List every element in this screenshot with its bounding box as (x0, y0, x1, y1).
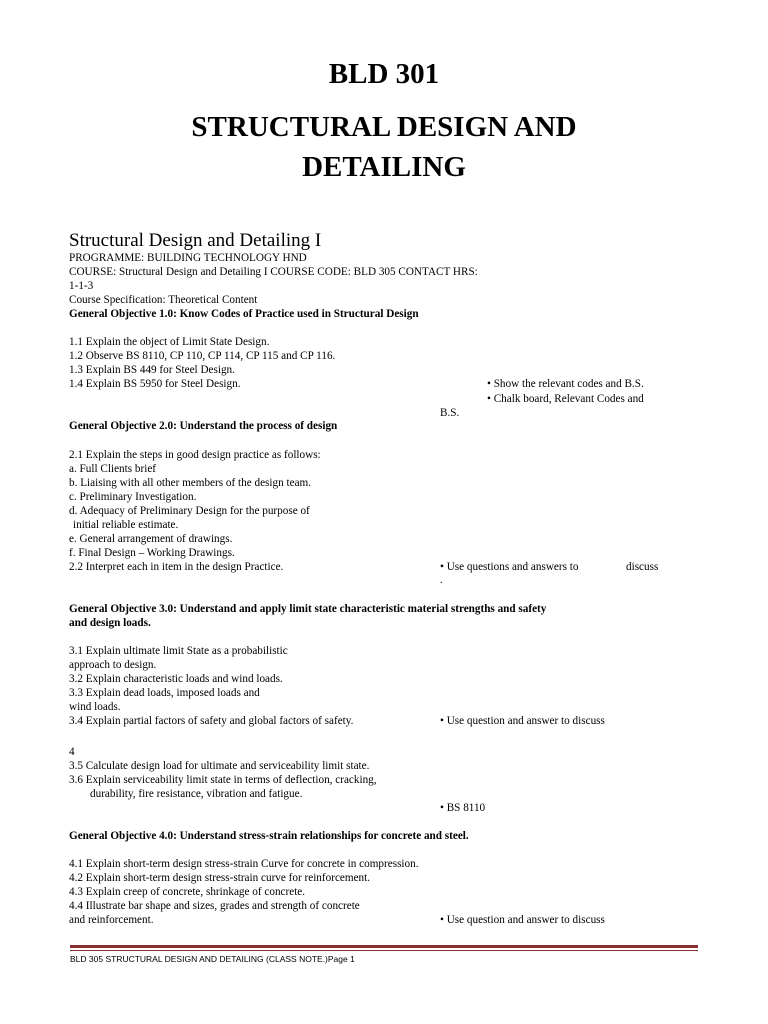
teaching-note: • Use questions and answers to (440, 561, 579, 573)
course-code-title: BLD 301 (328, 58, 440, 90)
teaching-note: • BS 8110 (440, 802, 486, 814)
list-item: 2.2 Interpret each in item in the design Practice. (69, 561, 284, 573)
list-item: 1.4 Explain BS 5950 for Steel Design. (69, 378, 241, 390)
list-item: a. Full Clients brief (69, 463, 157, 475)
objective-3-heading: General Objective 3.0: Understand and apply limit state characteristic material strengths and safety (69, 603, 547, 615)
programme-line: PROGRAMME: BUILDING TECHNOLOGY HND (69, 252, 307, 264)
list-item: 1.3 Explain BS 449 for Steel Design. (69, 364, 235, 376)
list-item: approach to design. (69, 659, 157, 671)
list-item: wind loads. (69, 701, 121, 713)
list-item: 4.2 Explain short-term design stress-strain curve for reinforcement. (69, 872, 371, 884)
teaching-note: • Show the relevant codes and B.S. (487, 378, 644, 390)
list-item: 3.6 Explain serviceability limit state in terms of deflection, cracking, (69, 774, 377, 786)
list-item: durability, fire resistance, vibration and fatigue. (90, 788, 303, 800)
course-title-line1: STRUCTURAL DESIGN AND (191, 111, 577, 143)
list-item: e. General arrangement of drawings. (69, 533, 233, 545)
list-item: 3.4 Explain partial factors of safety and global factors of safety. (69, 715, 354, 727)
list-item: 3.1 Explain ultimate limit State as a probabilistic (69, 645, 288, 657)
page-marker: 4 (69, 746, 75, 758)
contact-hours: 1-1-3 (69, 280, 94, 292)
footer-rule-thick (70, 945, 698, 948)
list-item: 4.4 Illustrate bar shape and sizes, grades and strength of concrete (69, 900, 360, 912)
teaching-note: discuss (626, 561, 659, 573)
list-item: 4.1 Explain short-term design stress-strain Curve for concrete in compression. (69, 858, 419, 870)
list-item: f. Final Design – Working Drawings. (69, 547, 235, 559)
list-item: and reinforcement. (69, 914, 154, 926)
page-footer: BLD 305 STRUCTURAL DESIGN AND DETAILING (CLASS NOTE.)Page 1 (70, 954, 355, 964)
list-item: 1.1 Explain the object of Limit State Design. (69, 336, 270, 348)
teaching-note-dot: . (440, 574, 443, 586)
teaching-note: • Use question and answer to discuss (440, 914, 605, 926)
section-subtitle: Structural Design and Detailing I (69, 230, 322, 251)
objective-2-heading: General Objective 2.0: Understand the process of design (69, 420, 338, 432)
course-line: COURSE: Structural Design and Detailing I COURSE CODE: BLD 305 CONTACT HRS: (69, 266, 478, 278)
objective-1-heading: General Objective 1.0: Know Codes of Practice used in Structural Design (69, 308, 419, 320)
list-item: 3.3 Explain dead loads, imposed loads and (69, 687, 260, 699)
footer-rule-thin (70, 950, 698, 951)
list-item: 3.5 Calculate design load for ultimate and serviceability limit state. (69, 760, 370, 772)
teaching-note: B.S. (440, 407, 460, 419)
list-item: 3.2 Explain characteristic loads and wind loads. (69, 673, 283, 685)
list-item: b. Liaising with all other members of the design team. (69, 477, 312, 489)
list-item: 2.1 Explain the steps in good design practice as follows: (69, 449, 321, 461)
course-spec: Course Specification: Theoretical Content (69, 294, 258, 306)
objective-3-heading-cont: and design loads. (69, 617, 151, 629)
teaching-note: • Chalk board, Relevant Codes and (487, 393, 644, 405)
teaching-note: • Use question and answer to discuss (440, 715, 605, 727)
list-item: initial reliable estimate. (73, 519, 179, 531)
objective-4-heading: General Objective 4.0: Understand stress-strain relationships for concrete and steel. (69, 830, 469, 842)
list-item: 1.2 Observe BS 8110, CP 110, CP 114, CP 115 and CP 116. (69, 350, 336, 362)
list-item: 4.3 Explain creep of concrete, shrinkage of concrete. (69, 886, 306, 898)
list-item: d. Adequacy of Preliminary Design for the purpose of (69, 505, 310, 517)
course-title-line2: DETAILING (302, 151, 466, 183)
list-item: c. Preliminary Investigation. (69, 491, 197, 503)
